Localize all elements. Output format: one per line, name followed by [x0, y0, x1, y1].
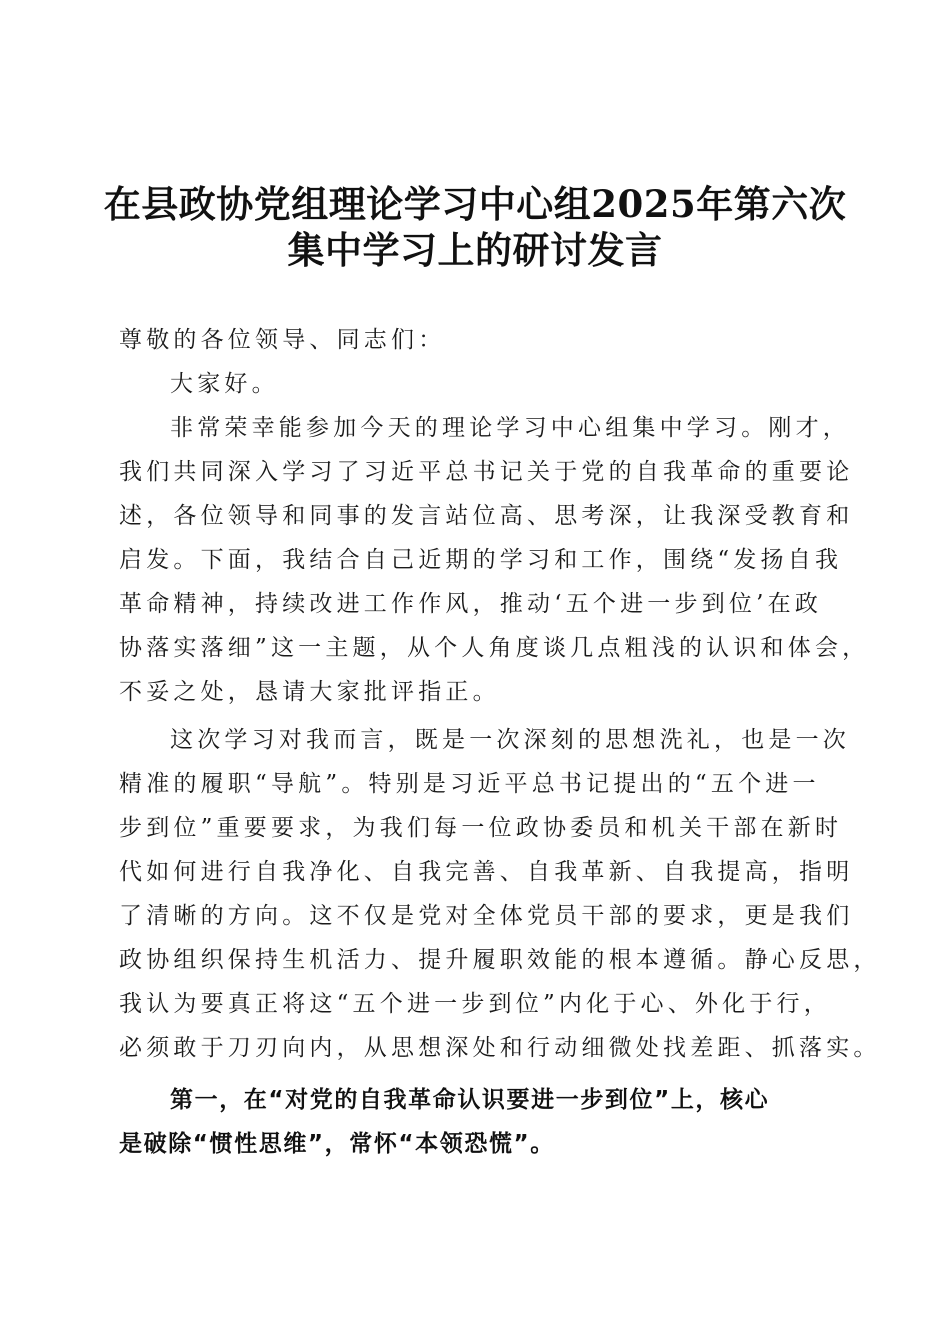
paragraph-line: 必须敢于刀刃向内，从思想深处和行动细微处找差距、抓落实。	[119, 1035, 881, 1061]
paragraph-line: 我们共同深入学习了习近平总书记关于党的自我革命的重要论	[119, 459, 854, 485]
paragraph-line: 协落实落细”这一主题，从个人角度谈几点粗浅的认识和体会，	[119, 635, 870, 661]
document-title-line-1: 在县政协党组理论学习中心组2025年第六次	[103, 182, 847, 226]
paragraph-line: 步到位”重要要求，为我们每一位政协委员和机关干部在新时	[119, 815, 843, 841]
paragraph-line: 非常荣幸能参加今天的理论学习中心组集中学习。刚才，	[170, 415, 850, 441]
paragraph-line: 代如何进行自我净化、自我完善、自我革新、自我提高，指明	[119, 859, 854, 885]
paragraph-line: 我认为要真正将这“五个进一步到位”内化于心、外化于行，	[119, 991, 831, 1017]
paragraph-line: 述，各位领导和同事的发言站位高、思考深，让我深受教育和	[119, 503, 854, 529]
document-title-line-2: 集中学习上的研讨发言	[287, 228, 663, 272]
paragraph-line: 这次学习对我而言，既是一次深刻的思想洗礼，也是一次	[170, 727, 850, 753]
section-heading-line: 是破除“惯性思维”，常怀“本领恐慌”。	[119, 1131, 555, 1157]
salutation: 尊敬的各位领导、同志们：	[119, 327, 446, 353]
paragraph-line: 了清晰的方向。这不仅是党对全体党员干部的要求，更是我们	[119, 903, 854, 929]
paragraph-line: 精准的履职“导航”。特别是习近平总书记提出的“五个进一	[119, 771, 820, 797]
paragraph-line: 不妥之处，恳请大家批评指正。	[119, 679, 500, 705]
greeting: 大家好。	[170, 371, 279, 397]
section-heading-line: 第一，在“对党的自我革命认识要进一步到位”上，核心	[170, 1087, 770, 1113]
paragraph-line: 政协组织保持生机活力、提升履职效能的根本遵循。静心反思，	[119, 947, 881, 973]
paragraph-line: 启发。下面，我结合自己近期的学习和工作，围绕“发扬自我	[119, 547, 843, 573]
paragraph-line: 革命精神，持续改进工作作风，推动‘五个进一步到位’在政	[119, 591, 823, 617]
